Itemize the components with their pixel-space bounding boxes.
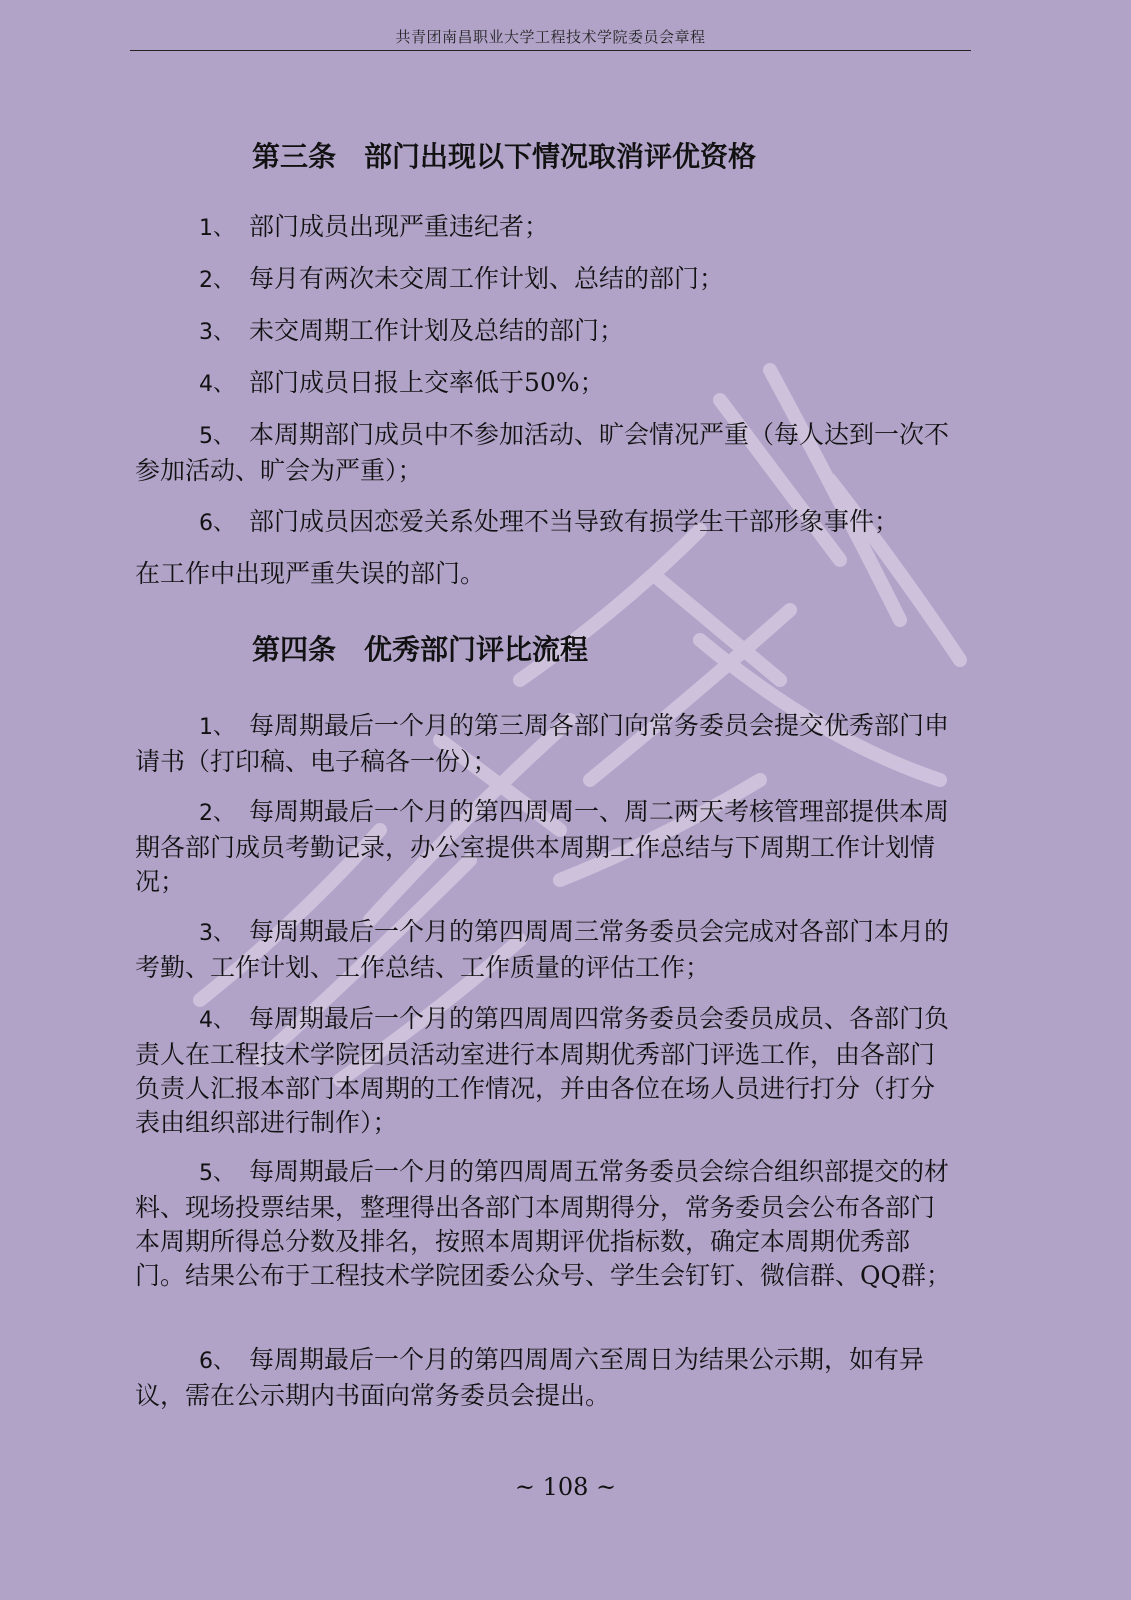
article-number: 第四条 — [252, 633, 337, 666]
list-item — [135, 366, 957, 402]
item-number: 2、 — [199, 801, 235, 826]
list-item — [135, 1002, 957, 1140]
item-text: 未交周期工作计划及总结的部门； — [249, 316, 625, 345]
article-title: 优秀部门评比流程 — [364, 633, 589, 666]
header-divider — [130, 50, 971, 51]
item-text: 每周期最后一个月的第四周周四常务委员会委员成员、各部门负责人在工程技术学院团员活动室进行本周期优秀部门评选工作，由各部门负责人汇报本部门本周期的工作情况，并由各位在场人员进行打分（打分表由组织部进行制作）； — [135, 1004, 950, 1137]
header-title: 共青团南昌职业大学工程技术学院委员会章程 — [395, 28, 706, 46]
article-number: 第三条 — [252, 140, 337, 173]
item-number: 5、 — [199, 424, 235, 449]
item-text: 每周期最后一个月的第四周周三常务委员会完成对各部门本月的考勤、工作计划、工作总结、工作质量的评估工作； — [135, 917, 950, 982]
item-number: 6、 — [199, 511, 235, 536]
list-item — [135, 314, 957, 350]
list-item — [135, 1343, 957, 1413]
item-number: 1、 — [199, 216, 235, 241]
list-item — [135, 505, 957, 541]
list-item — [135, 418, 957, 488]
item-text: 本周期部门成员中不参加活动、旷会情况严重（每人达到一次不参加活动、旷会为严重）； — [135, 420, 950, 485]
item-text: 每周期最后一个月的第四周周一、周二两天考核管理部提供本周期各部门成员考勤记录，办公室提供本周期工作总结与下周期工作计划情况； — [135, 797, 950, 896]
item-number: 3、 — [199, 921, 235, 946]
list-item — [135, 210, 957, 246]
list-item — [135, 795, 957, 899]
item-number: 4、 — [199, 372, 235, 397]
list-item-extra: 在工作中出现严重失误的部门。 — [135, 559, 486, 588]
item-text: 每月有两次未交周工作计划、总结的部门； — [249, 264, 725, 293]
item-number: 1、 — [199, 715, 235, 740]
item-number: 4、 — [199, 1008, 235, 1033]
list-item — [135, 709, 957, 779]
page-number: ~ 108 ~ — [514, 1473, 617, 1501]
list-item — [135, 915, 957, 985]
item-number: 3、 — [199, 320, 235, 345]
item-text: 每周期最后一个月的第四周周五常务委员会综合组织部提交的材料、现场投票结果，整理得出各部门本周期得分，常务委员会公布各部门本周期所得总分数及排名，按照本周期评优指标数，确定本周期优秀部门。结果公布于工程技术学院团委公众号、学生会钉钉、微信群、QQ群； — [135, 1157, 951, 1290]
list-item — [135, 1155, 957, 1293]
item-text: 每周期最后一个月的第四周周六至周日为结果公示期，如有异议，需在公示期内书面向常务委员会提出。 — [135, 1345, 925, 1410]
item-number: 2、 — [199, 268, 235, 293]
list-item — [135, 262, 957, 298]
item-text: 部门成员因恋爱关系处理不当导致有损学生干部形象事件； — [249, 507, 900, 536]
item-number: 6、 — [199, 1349, 235, 1374]
section-3-heading — [252, 135, 756, 175]
section-4-heading — [252, 628, 588, 668]
item-text: 部门成员日报上交率低于50%； — [249, 368, 605, 397]
article-title: 部门出现以下情况取消评优资格 — [364, 140, 757, 173]
item-number: 5、 — [199, 1161, 235, 1186]
item-text: 每周期最后一个月的第三周各部门向常务委员会提交优秀部门申请书（打印稿、电子稿各一份）； — [135, 711, 950, 776]
item-text: 部门成员出现严重违纪者； — [249, 212, 550, 241]
